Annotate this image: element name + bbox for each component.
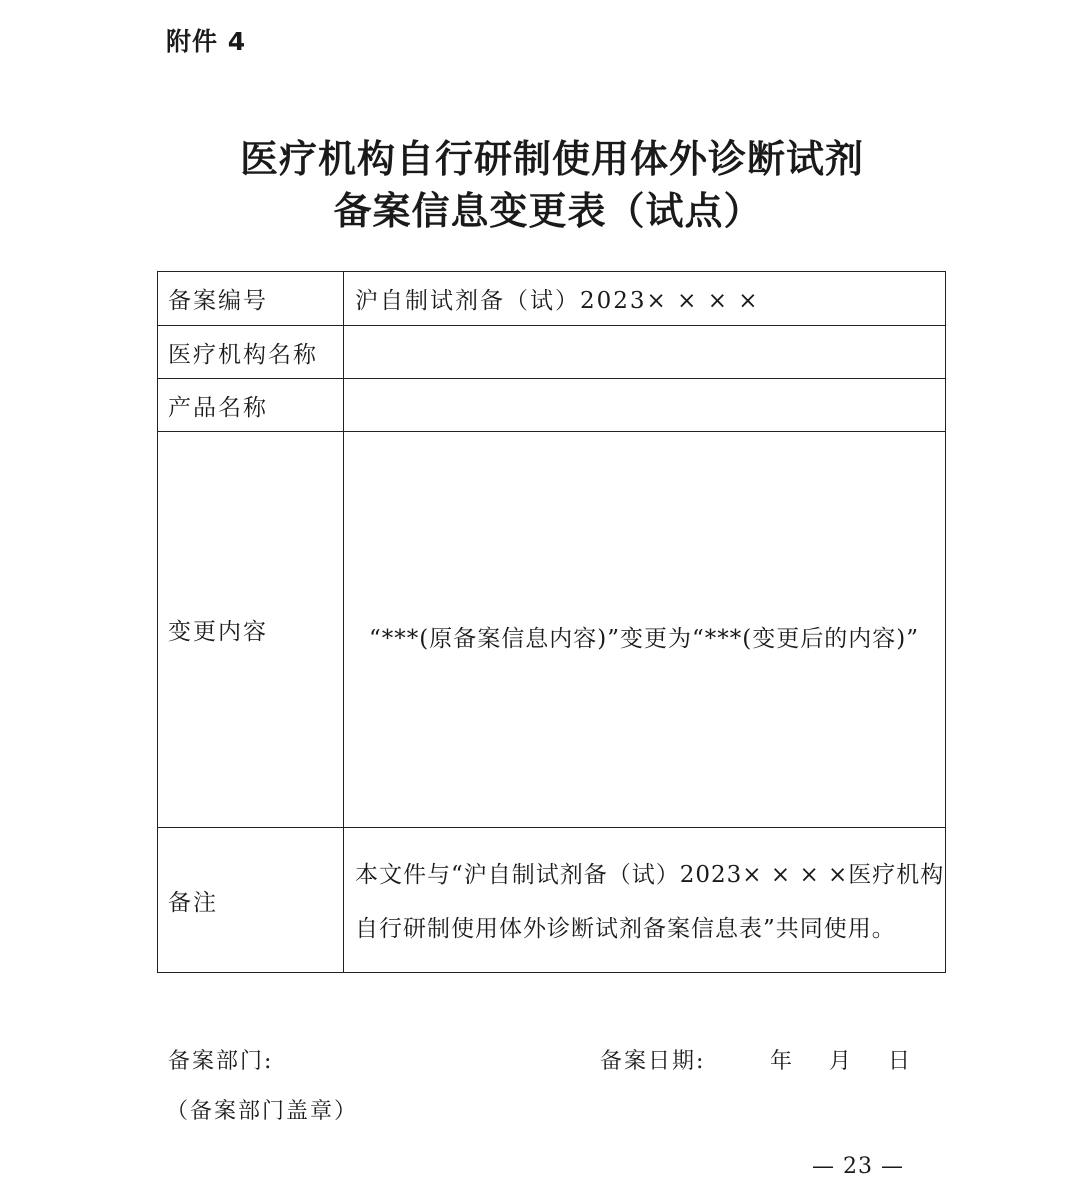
attachment-label: 附件 4 (166, 27, 247, 56)
institution-name-label: 医疗机构名称 (158, 326, 344, 379)
table-row-product-name (158, 379, 946, 432)
filing-date-label: 备案日期: (600, 1049, 706, 1074)
product-name-label: 产品名称 (158, 379, 344, 432)
date-year[interactable]: 年 (770, 1049, 795, 1074)
filing-number-value[interactable]: 沪自制试剂备（试）2023× × × × (344, 272, 946, 326)
seal-note: （备案部门盖章） (166, 1099, 359, 1124)
table-row-remarks (158, 828, 946, 973)
table-row-institution-name (158, 326, 946, 379)
document-title-line-2: 备案信息变更表（试点） (333, 189, 763, 233)
filing-number-label: 备案编号 (158, 272, 344, 326)
filing-date-fields (770, 1044, 938, 1075)
change-content-label: 变更内容 (158, 432, 344, 828)
product-name-field[interactable] (344, 379, 946, 432)
table-row-filing-number (158, 272, 946, 326)
date-day[interactable]: 日 (888, 1049, 913, 1074)
page-number: — 23 — (812, 1154, 904, 1179)
institution-name-field[interactable] (344, 326, 946, 379)
remarks-text (355, 844, 945, 956)
table-row-change-content (158, 432, 946, 828)
change-form-table (157, 271, 946, 973)
remarks-line-1: 本文件与“沪自制试剂备（试）2023× × × ×医疗机构 (355, 862, 945, 888)
date-month[interactable]: 月 (829, 1049, 854, 1074)
remarks-field[interactable] (344, 828, 946, 973)
remarks-line-2: 自行研制使用体外诊断试剂备案信息表”共同使用。 (355, 916, 896, 942)
document-title-line-1: 医疗机构自行研制使用体外诊断试剂 (239, 137, 864, 181)
filing-department-label: 备案部门: (168, 1049, 274, 1074)
change-content-field[interactable] (344, 432, 946, 828)
remarks-label: 备注 (158, 828, 344, 973)
change-content-text: “***(原备案信息内容)”变更为“***(变更后的内容)” (369, 626, 919, 652)
